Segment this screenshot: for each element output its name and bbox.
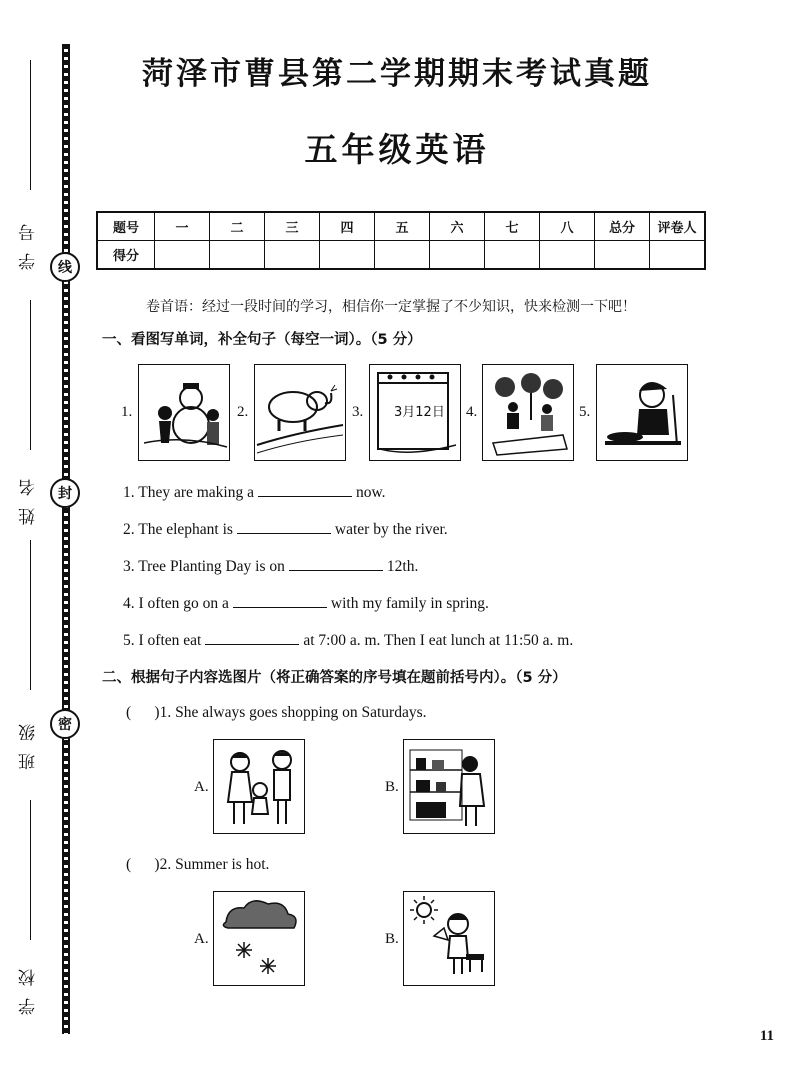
question-2: ( )2. Summer is hot.: [126, 856, 270, 873]
option-shopping[interactable]: [403, 739, 495, 834]
option-label: B.: [385, 779, 399, 795]
option-label: A.: [194, 931, 209, 947]
score-table-score-row: [97, 241, 705, 270]
elephant-icon: [255, 365, 345, 460]
seal-feng: 封: [50, 478, 80, 508]
score-cell: 评卷人: [650, 212, 706, 241]
section1-heading: 一、看图写单词，补全句子（每空一词）。（5 分）: [102, 332, 422, 348]
option-sun-fan[interactable]: [403, 891, 495, 986]
snowman-icon: [139, 365, 229, 460]
score-input-cell[interactable]: [155, 241, 210, 270]
class-label: 班级: [19, 712, 39, 770]
score-cell: 一: [155, 212, 210, 241]
score-input-cell[interactable]: [595, 241, 650, 270]
score-input-cell[interactable]: [320, 241, 375, 270]
option-snow[interactable]: [213, 891, 305, 986]
score-table-header-row: [97, 212, 705, 241]
binding-dotted-line: [62, 44, 70, 1034]
breakfast-icon: [597, 365, 687, 460]
score-cell: 八: [540, 212, 595, 241]
score-input-cell[interactable]: [210, 241, 265, 270]
picture-number: 4.: [466, 404, 478, 420]
picnic-icon: [483, 365, 573, 460]
score-table: [96, 211, 706, 270]
school-label: 学校: [19, 957, 39, 1015]
answer-blank[interactable]: [233, 593, 327, 608]
calendar-date: 3月12日: [394, 405, 445, 420]
score-input-cell[interactable]: [265, 241, 320, 270]
picture-snowman: [138, 364, 230, 461]
sentence-2: 2. The elephant is water by the river.: [123, 521, 448, 538]
option-family[interactable]: [213, 739, 305, 834]
picture-elephant: [254, 364, 346, 461]
seal-xian: 线: [50, 252, 80, 282]
picture-breakfast: [596, 364, 688, 461]
sentence-3: 3. Tree Planting Day is on 12th.: [123, 558, 419, 575]
score-input-cell[interactable]: [430, 241, 485, 270]
score-cell: 六: [430, 212, 485, 241]
question-1: ( )1. She always goes shopping on Saturdays.: [126, 704, 427, 721]
option-label: A.: [194, 779, 209, 795]
sentence-4: 4. I often go on a with my family in spring.: [123, 595, 489, 612]
answer-paren[interactable]: ( ): [126, 704, 160, 721]
name-label: 姓名: [19, 467, 39, 525]
snow-cloud-icon: [214, 892, 304, 985]
picture-picnic: [482, 364, 574, 461]
answer-blank[interactable]: [205, 630, 299, 645]
score-cell: 五: [375, 212, 430, 241]
exam-subtitle: 五年级英语: [304, 130, 490, 169]
picture-number: 2.: [237, 404, 249, 420]
picture-number: 3.: [352, 404, 364, 420]
score-cell: 四: [320, 212, 375, 241]
student-id-label: 学号: [19, 212, 39, 270]
picture-number: 1.: [121, 404, 133, 420]
answer-blank[interactable]: [258, 482, 352, 497]
score-input-cell[interactable]: [540, 241, 595, 270]
answer-blank[interactable]: [237, 519, 331, 534]
shopping-icon: [404, 740, 494, 833]
score-cell: 题号: [97, 212, 155, 241]
answer-paren[interactable]: ( ): [126, 856, 160, 873]
score-cell: 总分: [595, 212, 650, 241]
score-input-cell[interactable]: [650, 241, 706, 270]
school-line: [30, 800, 31, 940]
name-line: [30, 300, 31, 450]
class-line: [30, 540, 31, 690]
score-input-cell[interactable]: [485, 241, 540, 270]
score-cell: 七: [485, 212, 540, 241]
picture-calendar: [369, 364, 461, 461]
page-number: 11: [759, 1028, 774, 1044]
score-input-cell[interactable]: [375, 241, 430, 270]
sun-fan-icon: [404, 892, 494, 985]
section2-heading: 二、根据句子内容选图片（将正确答案的序号填在题前括号内）。（5 分）: [102, 670, 567, 686]
sentence-5: 5. I often eat at 7:00 a. m. Then I eat lunch at 11:50 a. m.: [123, 632, 574, 649]
score-cell: 二: [210, 212, 265, 241]
intro-text: 卷首语：经过一段时间的学习，相信你一定掌握了不少知识，快来检测一下吧！: [146, 299, 636, 315]
seal-mi: 密: [50, 709, 80, 739]
score-row-label: 得分: [97, 241, 155, 270]
score-cell: 三: [265, 212, 320, 241]
family-icon: [214, 740, 304, 833]
sentence-1: 1. They are making a now.: [123, 484, 386, 501]
picture-number: 5.: [579, 404, 591, 420]
answer-blank[interactable]: [289, 556, 383, 571]
option-label: B.: [385, 931, 399, 947]
exam-title: 菏泽市曹县第二学期期末考试真题: [142, 56, 652, 92]
